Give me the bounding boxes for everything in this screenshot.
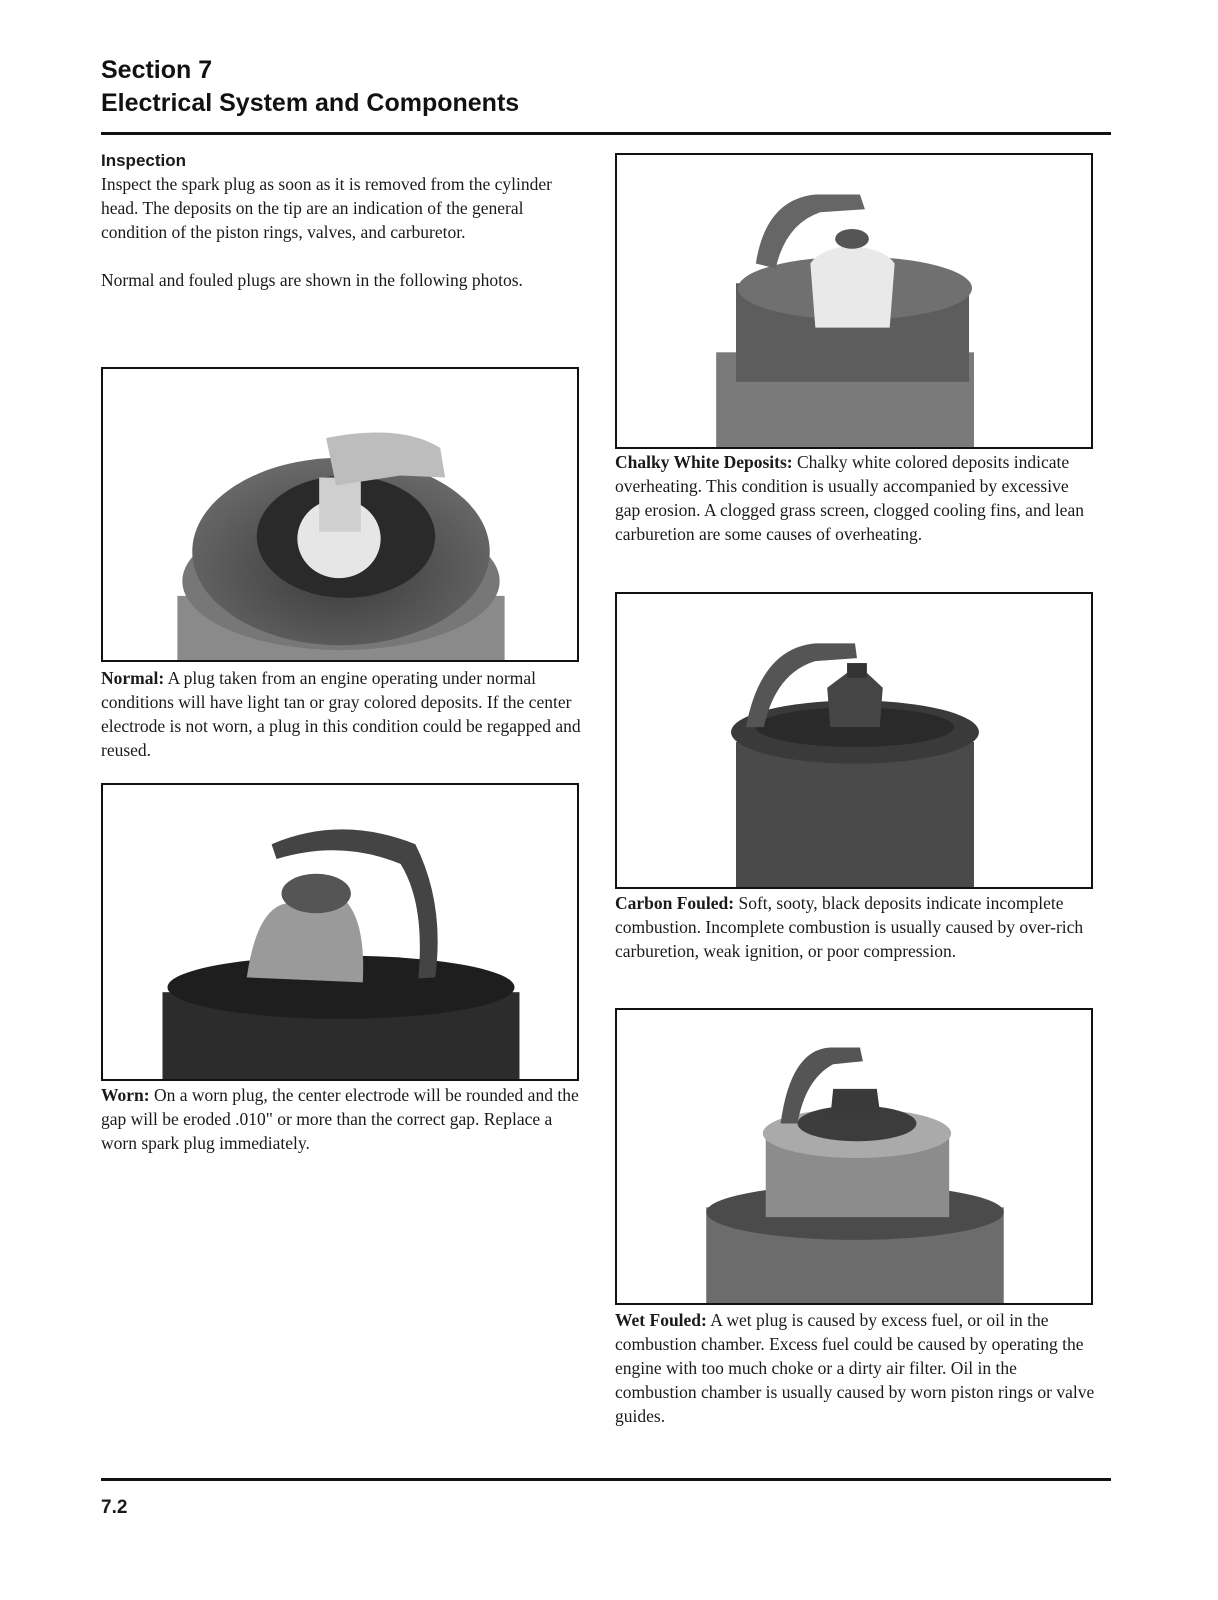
carbon-label: Carbon Fouled: [615,893,735,913]
wet-caption [615,1308,1095,1428]
header-rule [101,132,1111,135]
chalky-plug-photo [615,153,1093,449]
normal-text: A plug taken from an engine operating under normal conditions will have light tan or gray colored deposits. If the center electrode is not worn, a plug in this condition could be regapped and reused. [101,668,581,760]
footer-rule [101,1478,1111,1481]
worn-caption [101,1083,586,1155]
intro-paragraph-2: Normal and fouled plugs are shown in the following photos. [101,270,523,290]
carbon-caption [615,891,1095,963]
chalky-text: Chalky white colored deposits indicate overheating. This condition is usually accompanied by excessive gap erosion. A clogged grass screen, clogged cooling fins, and lean carburetion are some causes of overheating. [615,452,1084,544]
section-number: Section 7 [101,56,213,84]
chalky-caption [615,450,1095,546]
inspection-heading: Inspection [101,151,187,170]
carbon-plug-photo [615,592,1093,889]
normal-caption [101,666,586,762]
wet-label: Wet Fouled: [615,1310,707,1330]
worn-text: On a worn plug, the center electrode will be rounded and the gap will be eroded .010" or more than the correct gap. Replace a worn spark plug immediately. [101,1085,579,1153]
intro-block [101,150,591,292]
page-title: Electrical System and Components [101,89,520,117]
page-number: 7.2 [101,1497,128,1518]
wet-plug-photo [615,1008,1093,1305]
wet-text: A wet plug is caused by excess fuel, or oil in the combustion chamber. Excess fuel could be caused by operating the engine with too much choke or a dirty air filter. Oil in the combustion chamber is usually caused by worn piston rings or valve guides. [615,1310,1095,1426]
page-header [101,54,1111,120]
normal-label: Normal: [101,668,165,688]
worn-plug-photo [101,783,579,1081]
carbon-text: Soft, sooty, black deposits indicate incomplete combustion. Incomplete combustion is usually caused by over-rich carburetion, weak ignition, or poor compression. [615,893,1084,961]
worn-label: Worn: [101,1085,150,1105]
normal-plug-photo [101,367,579,662]
intro-paragraph-1: Inspect the spark plug as soon as it is removed from the cylinder head. The deposits on the tip are an indication of the general condition of the piston rings, valves, and carburetor. [101,174,553,242]
chalky-label: Chalky White Deposits: [615,452,793,472]
